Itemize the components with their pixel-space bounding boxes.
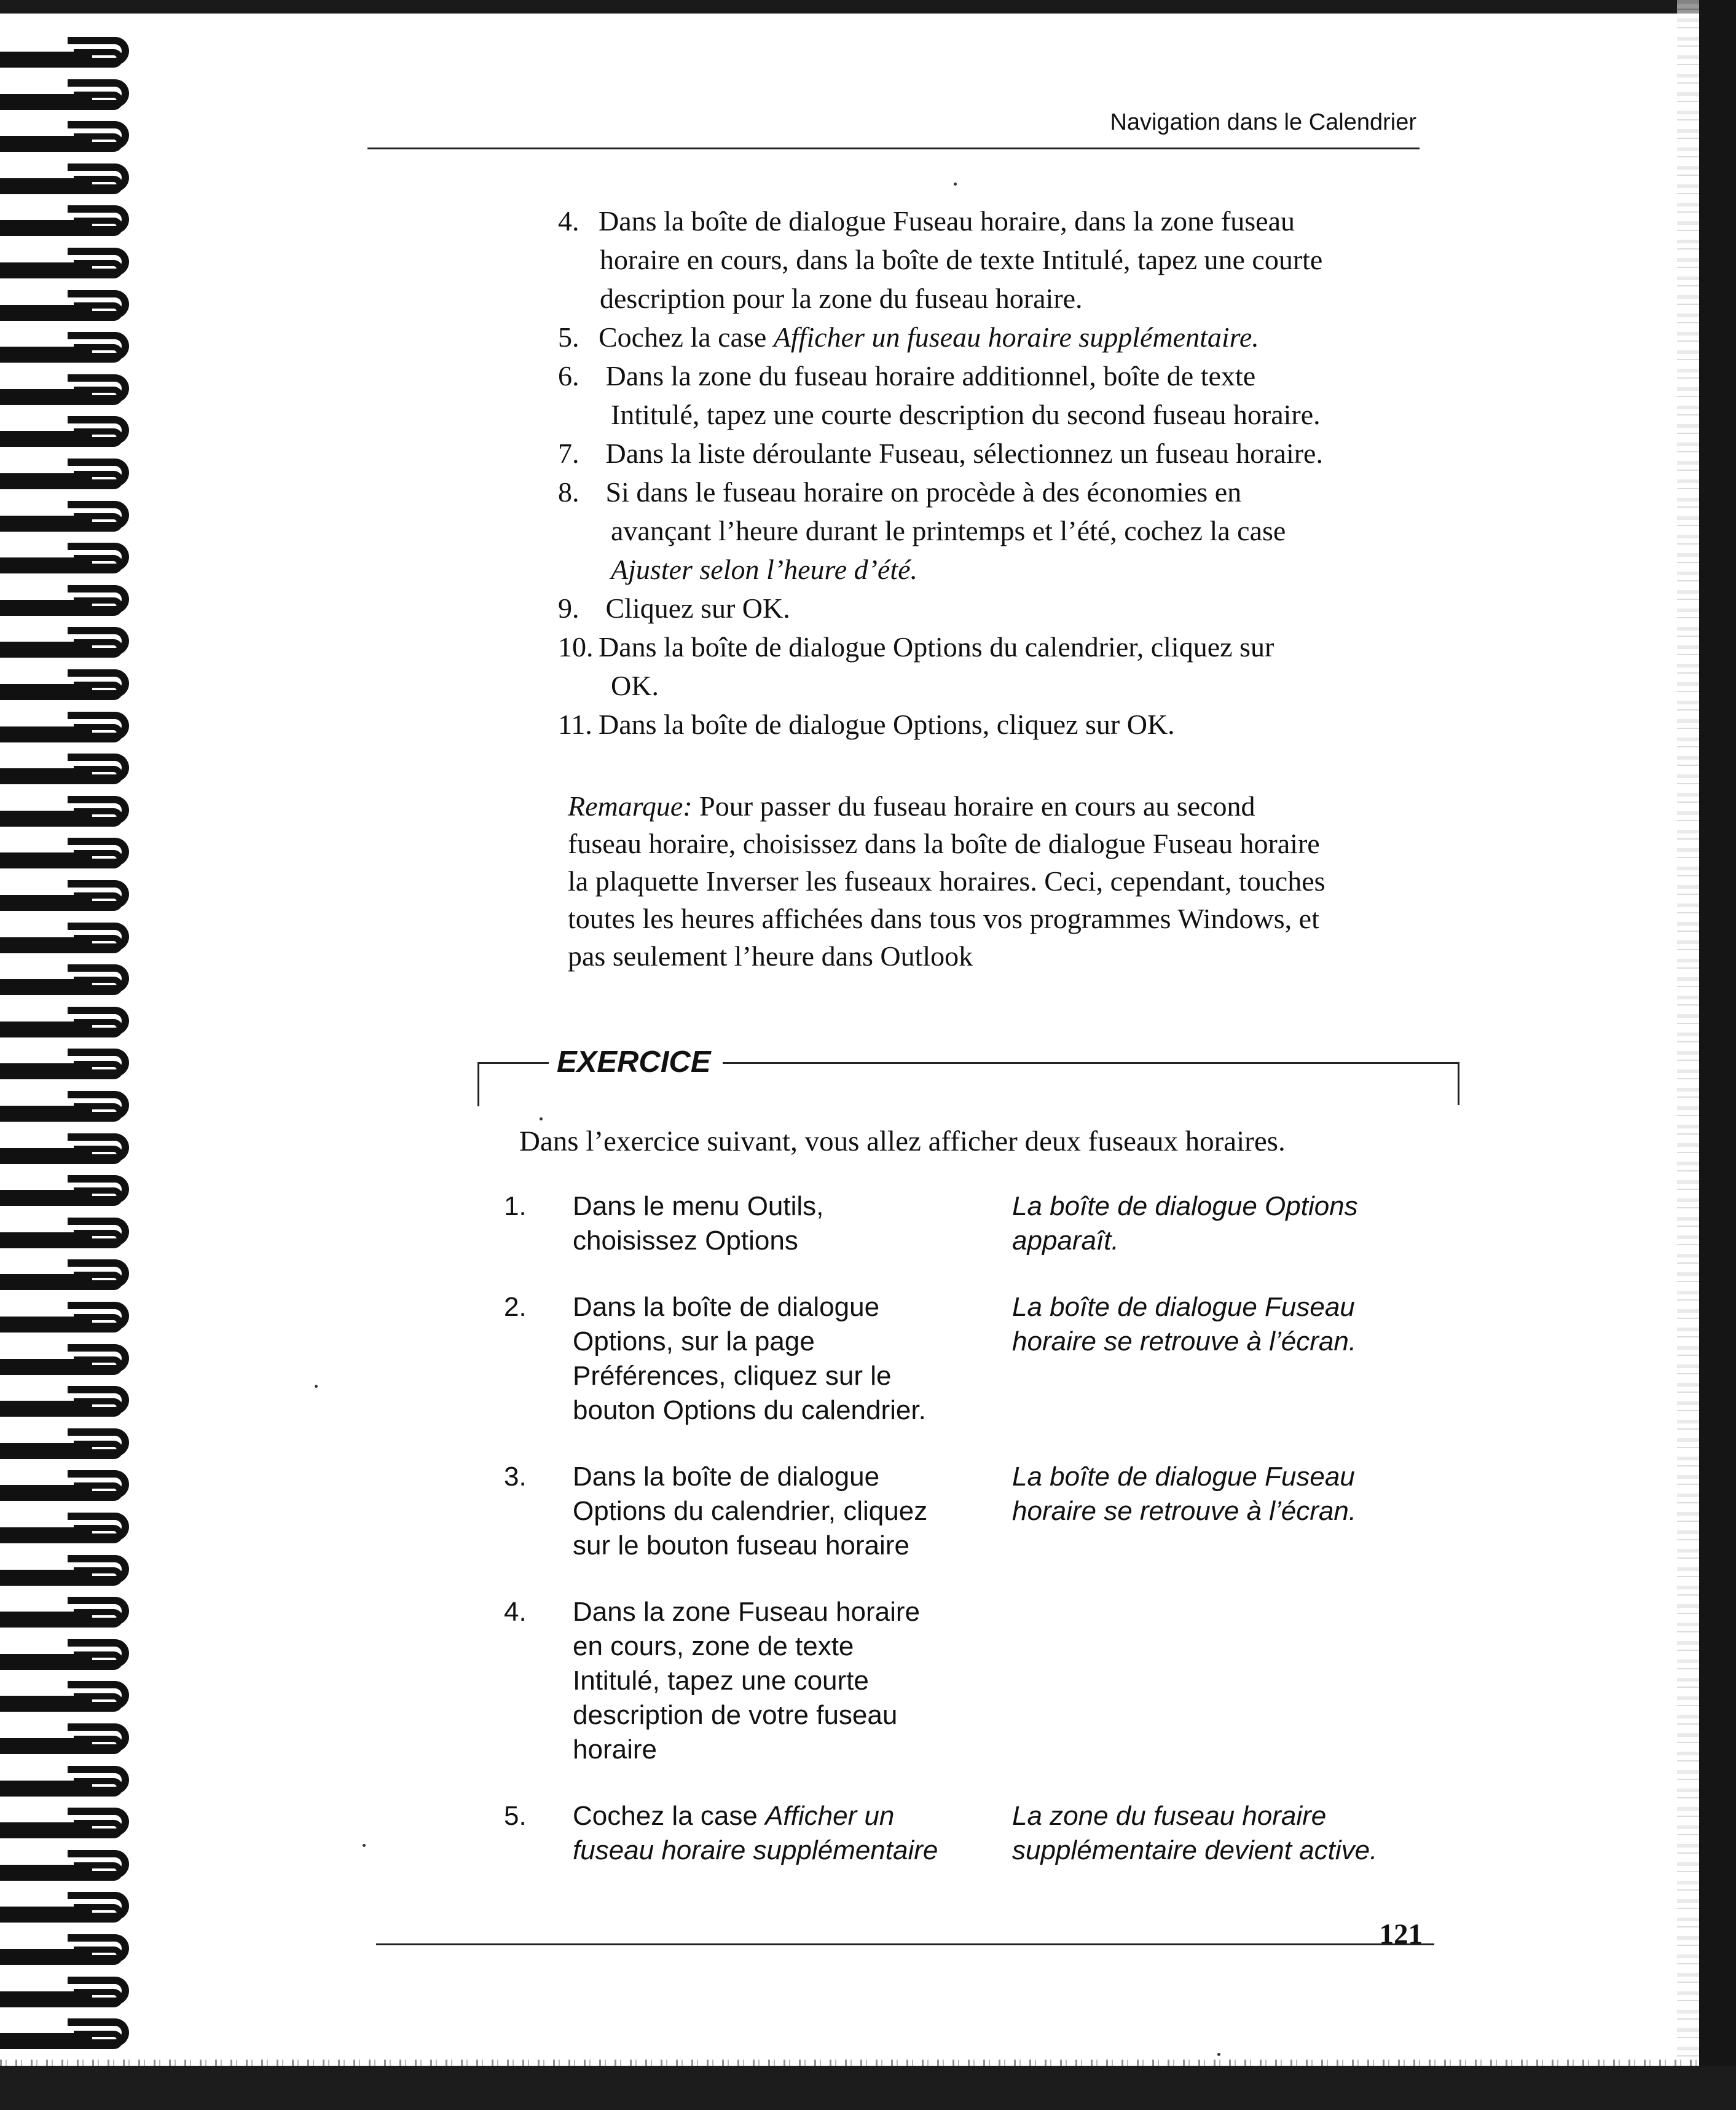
action-text: Dans le menu Outils, <box>573 1191 824 1221</box>
step-text: Si dans le fuseau horaire on procède à des économies en <box>605 476 1242 508</box>
result-text: La boîte de dialogue Fuseau <box>1012 1462 1355 1492</box>
exercise-action <box>573 1290 1012 1428</box>
action-text: Intitulé, tapez une courte <box>573 1666 869 1696</box>
step-8 <box>558 473 1443 589</box>
binding-coil <box>0 1386 141 1422</box>
exercise-step-number: 5. <box>504 1801 527 1831</box>
binding-coil <box>0 1513 141 1548</box>
exercise-step-number: 3. <box>504 1462 527 1492</box>
result-text: horaire se retrouve à l’écran. <box>1012 1326 1357 1356</box>
binding-coil <box>0 1049 141 1084</box>
remark-label: Remarque: <box>568 790 693 822</box>
exercise-row <box>504 1290 1426 1428</box>
step-text: description pour la zone du fuseau horaire. <box>600 283 1083 314</box>
binding-coil <box>0 1934 141 1970</box>
header-rule <box>367 148 1420 149</box>
step-text: Dans la boîte de dialogue Options du calendrier, cliquez sur <box>599 631 1275 663</box>
exercise-result <box>1012 1290 1424 1428</box>
scan-border-top <box>0 0 1736 14</box>
binding-coil <box>0 248 141 283</box>
result-text: La boîte de dialogue Fuseau <box>1012 1292 1355 1322</box>
exercise-step-number: 4. <box>504 1597 527 1627</box>
result-text: apparaît. <box>1012 1226 1119 1256</box>
remark-text: pas seulement l’heure dans Outlook <box>568 940 973 972</box>
action-text: Dans la boîte de dialogue <box>573 1292 880 1322</box>
binding-coil <box>0 1302 141 1337</box>
scan-border-bottom <box>0 2066 1736 2110</box>
result-text: horaire se retrouve à l’écran. <box>1012 1496 1357 1526</box>
running-head: Navigation dans le Calendrier <box>1110 109 1416 135</box>
result-text: La zone du fuseau horaire <box>1012 1801 1327 1831</box>
binding-coil <box>0 374 141 410</box>
binding-coil <box>0 1808 141 1843</box>
binding-coil <box>0 1091 141 1127</box>
action-text: Préférences, cliquez sur le <box>573 1361 892 1391</box>
exercise-result <box>1012 1595 1424 1767</box>
exercise-row <box>504 1460 1426 1563</box>
action-text: Dans la boîte de dialogue <box>573 1462 880 1492</box>
remark-text: Pour passer du fuseau horaire en cours au second <box>699 790 1255 822</box>
binding-coil <box>0 121 141 157</box>
action-italic-text: Afficher un <box>765 1801 895 1831</box>
binding-coil <box>0 1133 141 1169</box>
page-edge <box>1677 0 1699 2110</box>
step-number: 7. <box>558 438 579 469</box>
binding-coil <box>0 585 141 621</box>
page-number: 121 <box>1379 1918 1423 1950</box>
step-text: OK. <box>611 670 659 701</box>
exercise-step-number: 1. <box>504 1191 527 1221</box>
binding-coil <box>0 712 141 747</box>
binding-coil <box>0 37 141 73</box>
binding-coil <box>0 1175 141 1211</box>
binding-coil <box>0 1766 141 1801</box>
step-5 <box>558 318 1443 356</box>
exercise-step-number: 2. <box>504 1292 527 1322</box>
remark-text: toutes les heures affichées dans tous vos programmes Windows, et <box>568 903 1319 934</box>
scan-speck <box>1217 2053 1220 2056</box>
binding-coil <box>0 1850 141 1886</box>
binding-coil <box>0 1977 141 2012</box>
exercise-steps <box>504 1189 1426 1900</box>
binding-coil <box>0 880 141 916</box>
binding-coil <box>0 627 141 663</box>
scan-noise <box>0 2060 1699 2066</box>
exercise-action <box>573 1460 1012 1563</box>
binding-coil <box>0 923 141 958</box>
binding-coil <box>0 1555 141 1591</box>
binding-coil <box>0 1723 141 1759</box>
binding-coil <box>0 332 141 368</box>
step-9 <box>558 589 1443 628</box>
result-text: La boîte de dialogue Options <box>1012 1191 1358 1221</box>
scan-speck <box>363 1844 366 1847</box>
step-number: 5. <box>558 321 579 353</box>
binding-coil <box>0 669 141 705</box>
step-number: 4. <box>558 205 579 237</box>
binding-coil <box>0 838 141 873</box>
action-text: Dans la zone Fuseau horaire <box>573 1597 920 1627</box>
exercise-rule <box>477 1062 549 1064</box>
binding-coil <box>0 501 141 537</box>
step-text: Dans la boîte de dialogue Options, cliquez sur OK. <box>599 709 1175 740</box>
step-number: 8. <box>558 476 579 508</box>
scan-border-right <box>1699 0 1736 2110</box>
binding-coil <box>0 1892 141 1927</box>
exercise-bracket <box>1458 1063 1459 1105</box>
footer-rule <box>376 1943 1434 1945</box>
action-text: en cours, zone de texte <box>573 1631 854 1661</box>
remark-text: la plaquette Inverser les fuseaux horaires. Ceci, cependant, touches <box>568 865 1326 897</box>
step-number: 9. <box>558 592 579 624</box>
step-7 <box>558 434 1443 473</box>
exercise-row <box>504 1595 1426 1767</box>
remark-paragraph <box>568 787 1428 975</box>
binding-coil <box>0 205 141 241</box>
action-text: horaire <box>573 1734 657 1765</box>
binding-coil <box>0 543 141 578</box>
scan-speck <box>315 1385 318 1388</box>
step-text: Dans la boîte de dialogue Fuseau horaire, dans la zone fuseau <box>599 205 1295 237</box>
binding-coil <box>0 1428 141 1464</box>
binding-coil <box>0 1470 141 1506</box>
exercise-result <box>1012 1460 1424 1563</box>
binding-coil <box>0 1597 141 1632</box>
spiral-binding <box>0 37 141 2059</box>
step-text: Dans la zone du fuseau horaire additionnel, boîte de texte <box>605 360 1256 392</box>
binding-coil <box>0 1218 141 1253</box>
action-text: choisissez Options <box>573 1226 798 1256</box>
action-text: sur le bouton fuseau horaire <box>573 1530 909 1561</box>
action-text: description de votre fuseau <box>573 1700 898 1730</box>
step-number: 11. <box>558 709 592 740</box>
exercise-result <box>1012 1799 1424 1868</box>
step-11 <box>558 705 1443 744</box>
binding-coil <box>0 1344 141 1380</box>
scan-speck <box>540 1117 543 1120</box>
action-text: Options du calendrier, cliquez <box>573 1496 928 1526</box>
exercise-row <box>504 1189 1426 1258</box>
exercise-intro: Dans l’exercice suivant, vous allez afficher deux fuseaux horaires. <box>519 1125 1286 1157</box>
binding-coil <box>0 1639 141 1675</box>
binding-coil <box>0 416 141 452</box>
binding-coil <box>0 1681 141 1717</box>
exercise-result <box>1012 1189 1424 1258</box>
action-text: bouton Options du calendrier. <box>573 1395 926 1425</box>
exercise-bracket <box>477 1062 479 1106</box>
binding-coil <box>0 290 141 326</box>
remark-text: fuseau horaire, choisissez dans la boîte de dialogue Fuseau horaire <box>568 828 1320 859</box>
step-text: Cliquez sur OK. <box>605 592 790 624</box>
binding-coil <box>0 1259 141 1295</box>
step-italic-text: Ajuster selon l’heure d’été. <box>611 554 918 585</box>
step-number: 10. <box>558 631 594 663</box>
exercise-action <box>573 1595 1012 1767</box>
step-10 <box>558 628 1443 705</box>
action-text: Options, sur la page <box>573 1326 815 1356</box>
exercise-title: EXERCICE <box>557 1045 711 1079</box>
step-italic-text: Afficher un fuseau horaire supplémentaire. <box>773 321 1259 353</box>
action-italic-text: fuseau horaire supplémentaire <box>573 1835 938 1865</box>
steps-list <box>558 202 1443 744</box>
step-text: Cochez la case <box>599 321 774 353</box>
binding-coil <box>0 796 141 832</box>
exercise-action <box>573 1189 1012 1258</box>
binding-coil <box>0 163 141 199</box>
binding-coil <box>0 1007 141 1042</box>
binding-coil <box>0 964 141 1000</box>
binding-coil <box>0 754 141 789</box>
exercise-row <box>504 1799 1426 1868</box>
step-text: Intitulé, tapez une courte description du second fuseau horaire. <box>611 399 1321 430</box>
scan-speck <box>954 183 957 186</box>
step-text: horaire en cours, dans la boîte de texte Intitulé, tapez une courte <box>600 244 1323 275</box>
action-text: Cochez la case <box>573 1801 766 1831</box>
binding-coil <box>0 79 141 115</box>
result-text: supplémentaire devient active. <box>1012 1835 1378 1865</box>
binding-coil <box>0 459 141 494</box>
step-6 <box>558 356 1443 434</box>
exercise-action <box>573 1799 1012 1868</box>
binding-coil <box>0 2018 141 2054</box>
step-text: Dans la liste déroulante Fuseau, sélectionnez un fuseau horaire. <box>605 438 1323 469</box>
step-4 <box>558 202 1443 318</box>
exercise-rule <box>723 1062 1459 1064</box>
step-number: 6. <box>558 360 579 392</box>
step-text: avançant l’heure durant le printemps et l’été, cochez la case <box>611 515 1286 546</box>
